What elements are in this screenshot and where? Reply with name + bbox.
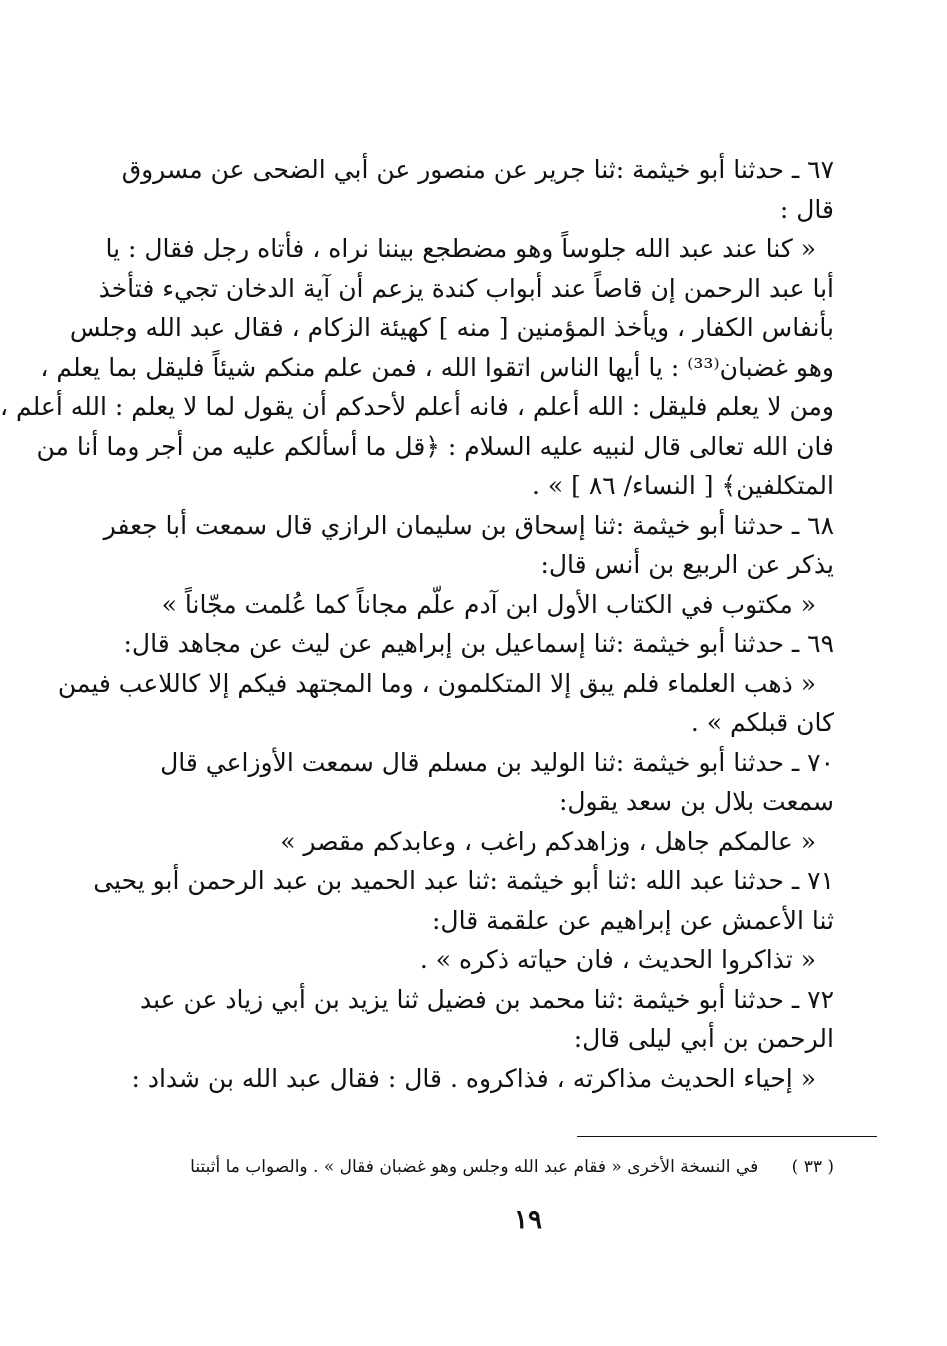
text-line: أبا عبد الرحمن إن قاصاً عند أبواب كندة يزعم أن آية الدخان تجيء فتأخذ xyxy=(98,273,834,303)
text-line: قال : xyxy=(779,194,834,224)
page-number: ١٩ xyxy=(514,1205,542,1235)
footnote xyxy=(190,1154,834,1180)
main-text xyxy=(0,150,834,1098)
text-line: المتكلفين﴾ [ النساء/ ٨٦ ] » . xyxy=(531,471,834,500)
text-line: ٦٩ ـ حدثنا أبو خيثمة :ثنا إسماعيل بن إبراهيم عن ليث عن مجاهد قال: xyxy=(123,629,834,658)
text-line: بأنفاس الكفار ، ويأخذ المؤمنين [ منه ] كهيئة الزكام ، فقال عبد الله وجلس xyxy=(69,313,834,342)
text-line: يذكر عن الربيع بن أنس قال: xyxy=(540,550,834,579)
text-line: ٦٨ ـ حدثنا أبو خيثمة :ثنا إسحاق بن سليمان الرازي قال سمعت أبا جعفر xyxy=(103,510,834,540)
text-line: ثنا الأعمش عن إبراهيم عن علقمة قال: xyxy=(431,905,834,935)
text-line: « عالمكم جاهل ، وزاهدكم راغب ، وعابدكم مقصر » xyxy=(280,826,816,856)
text-line: سمعت بلال بن سعد يقول: xyxy=(558,787,834,816)
text-line: « ذهب العلماء فلم يبق إلا المتكلمون ، وما المجتهد فيكم إلا كاللاعب فيمن xyxy=(57,668,816,698)
footnote-number: ( ٣٣ ) xyxy=(791,1157,834,1177)
text-line: ٧٠ ـ حدثنا أبو خيثمة :ثنا الوليد بن مسلم قال سمعت الأوزاعي قال xyxy=(160,747,834,777)
text-line: « إحياء الحديث مذاكرته ، فذاكروه . قال : فقال عبد الله بن شداد : xyxy=(131,1063,816,1093)
text-line: « كنا عند عبد الله جلوساً وهو مضطجع بيننا نراه ، فأتاه رجل فقال : يا xyxy=(105,234,816,263)
text-line: الرحمن بن أبي ليلى قال: xyxy=(573,1024,834,1053)
text-line: كان قبلكم » . xyxy=(690,708,834,737)
footnote-divider xyxy=(577,1136,877,1137)
text-line: ٧٢ ـ حدثنا أبو خيثمة :ثنا محمد بن فضيل ثنا يزيد بن أبي زياد عن عبد xyxy=(139,984,834,1014)
text-line: فان الله تعالى قال لنبيه عليه السلام : ﴿قل ما أسألكم عليه من أجر وما أنا من xyxy=(36,431,834,461)
text-line: « تذاكروا الحديث ، فان حياته ذكره » . xyxy=(419,945,816,974)
text-line: « مكتوب في الكتاب الأول ابن آدم علّم مجاناً كما عُلمت مجّاناً » xyxy=(161,589,816,619)
text-line: ٧١ ـ حدثنا عبد الله :ثنا أبو خيثمة :ثنا عبد الحميد بن عبد الرحمن أبو يحيى xyxy=(93,866,834,895)
text-line: ومن لا يعلم فليقل : الله أعلم ، فانه أعلم لأحدكم أن يقول لما لا يعلم : الله أعلم ، xyxy=(0,392,834,421)
footnote-text: في النسخة الأخرى « فقام عبد الله وجلس وهو غضبان فقال » . والصواب ما أثبتنا xyxy=(190,1157,759,1177)
text-line: وهو غضبان⁽³³⁾ : يا أيها الناس اتقوا الله ، فمن علم منكم شيئاً فليقل بما يعلم ، xyxy=(40,352,834,382)
text-line: ٦٧ ـ حدثنا أبو خيثمة :ثنا جرير عن منصور عن أبي الضحى عن مسروق xyxy=(121,155,834,184)
